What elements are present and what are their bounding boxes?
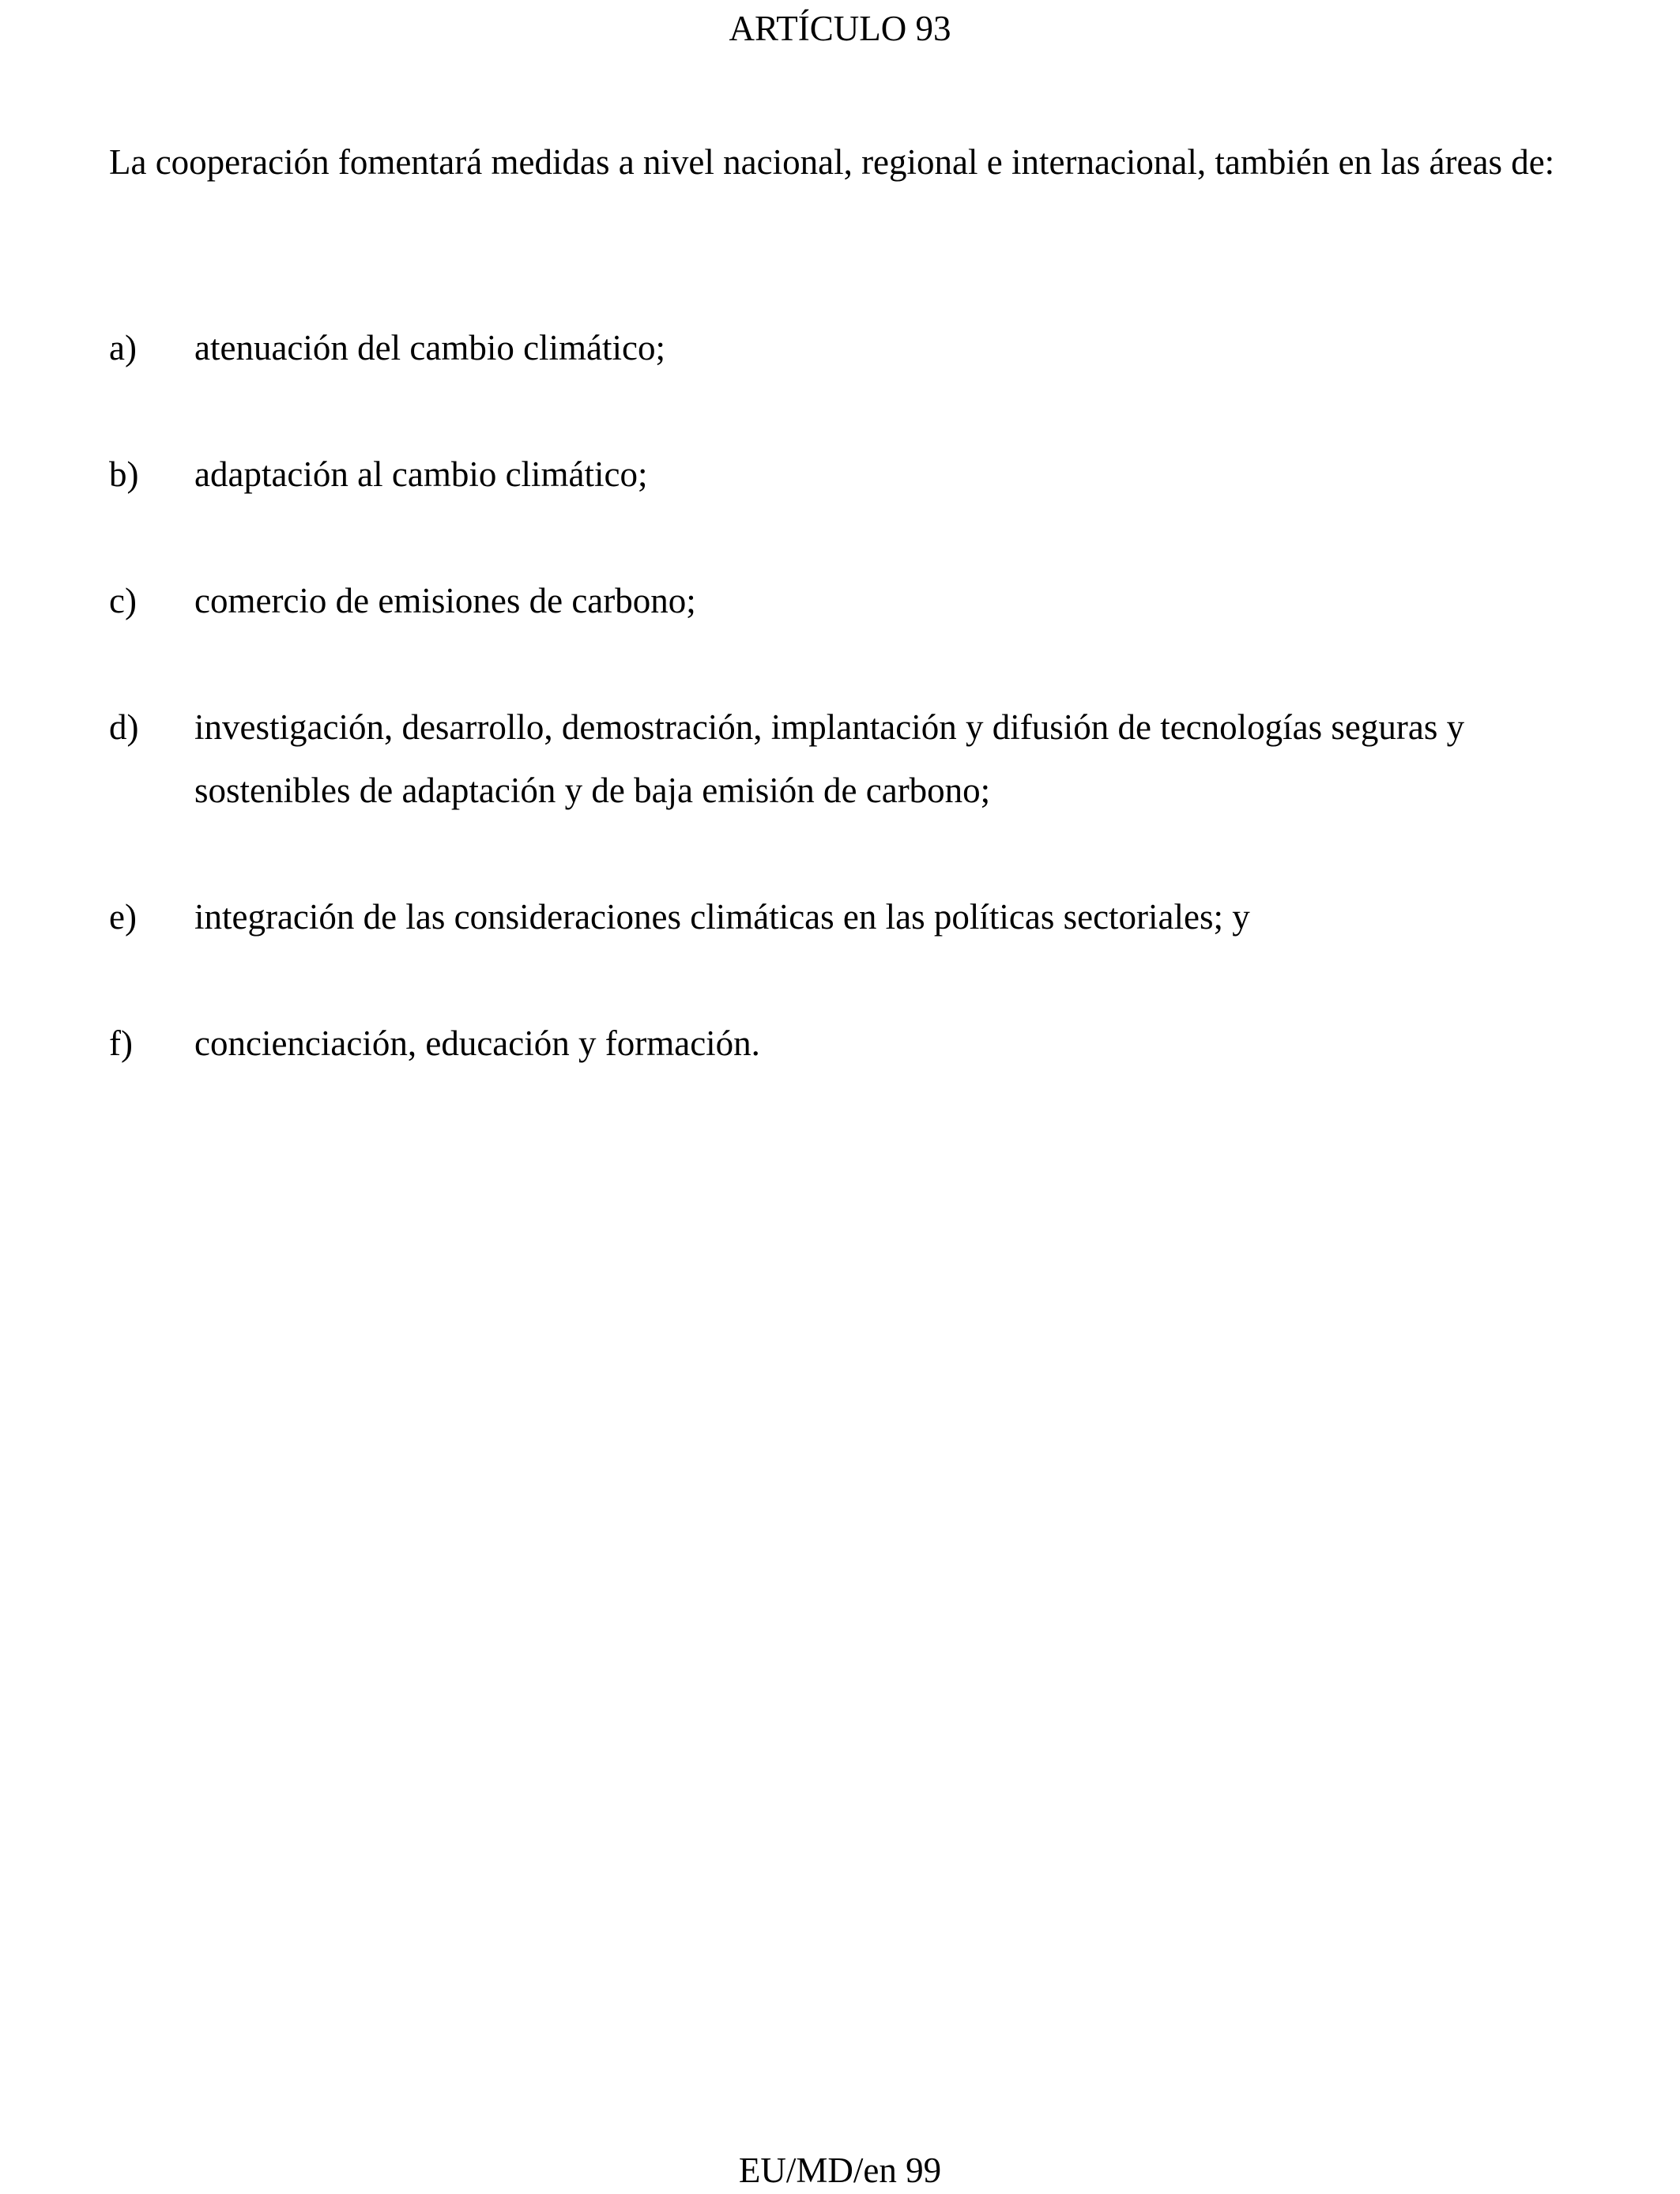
intro-paragraph: La cooperación fomentará medidas a nivel nacional, regional e internacional, también en las áreas de: xyxy=(109,142,1555,182)
list-item-text: comercio de emisiones de carbono; xyxy=(194,581,696,620)
list-item-text: atenuación del cambio climático; xyxy=(194,328,666,368)
list-item-label: e) xyxy=(109,897,137,937)
list-item-text: adaptación al cambio climático; xyxy=(194,454,648,494)
list-item-label: a) xyxy=(109,328,137,368)
list-item-label: b) xyxy=(109,454,139,494)
list-item-text: integración de las consideraciones climáticas en las políticas sectoriales; y xyxy=(194,897,1250,937)
list-item-label: d) xyxy=(109,707,139,747)
list-item-label: c) xyxy=(109,581,137,620)
article-title: ARTÍCULO 93 xyxy=(729,9,951,48)
list-item-text: investigación, desarrollo, demostración, implantación y difusión de tecnologías seguras y sostenibles de adaptación y de baja emisión de carbono; xyxy=(194,707,1465,810)
page-footer: EU/MD/en 99 xyxy=(738,2151,942,2190)
list-item-text: concienciación, educación y formación. xyxy=(194,1023,760,1063)
list-item-label: f) xyxy=(109,1023,133,1063)
